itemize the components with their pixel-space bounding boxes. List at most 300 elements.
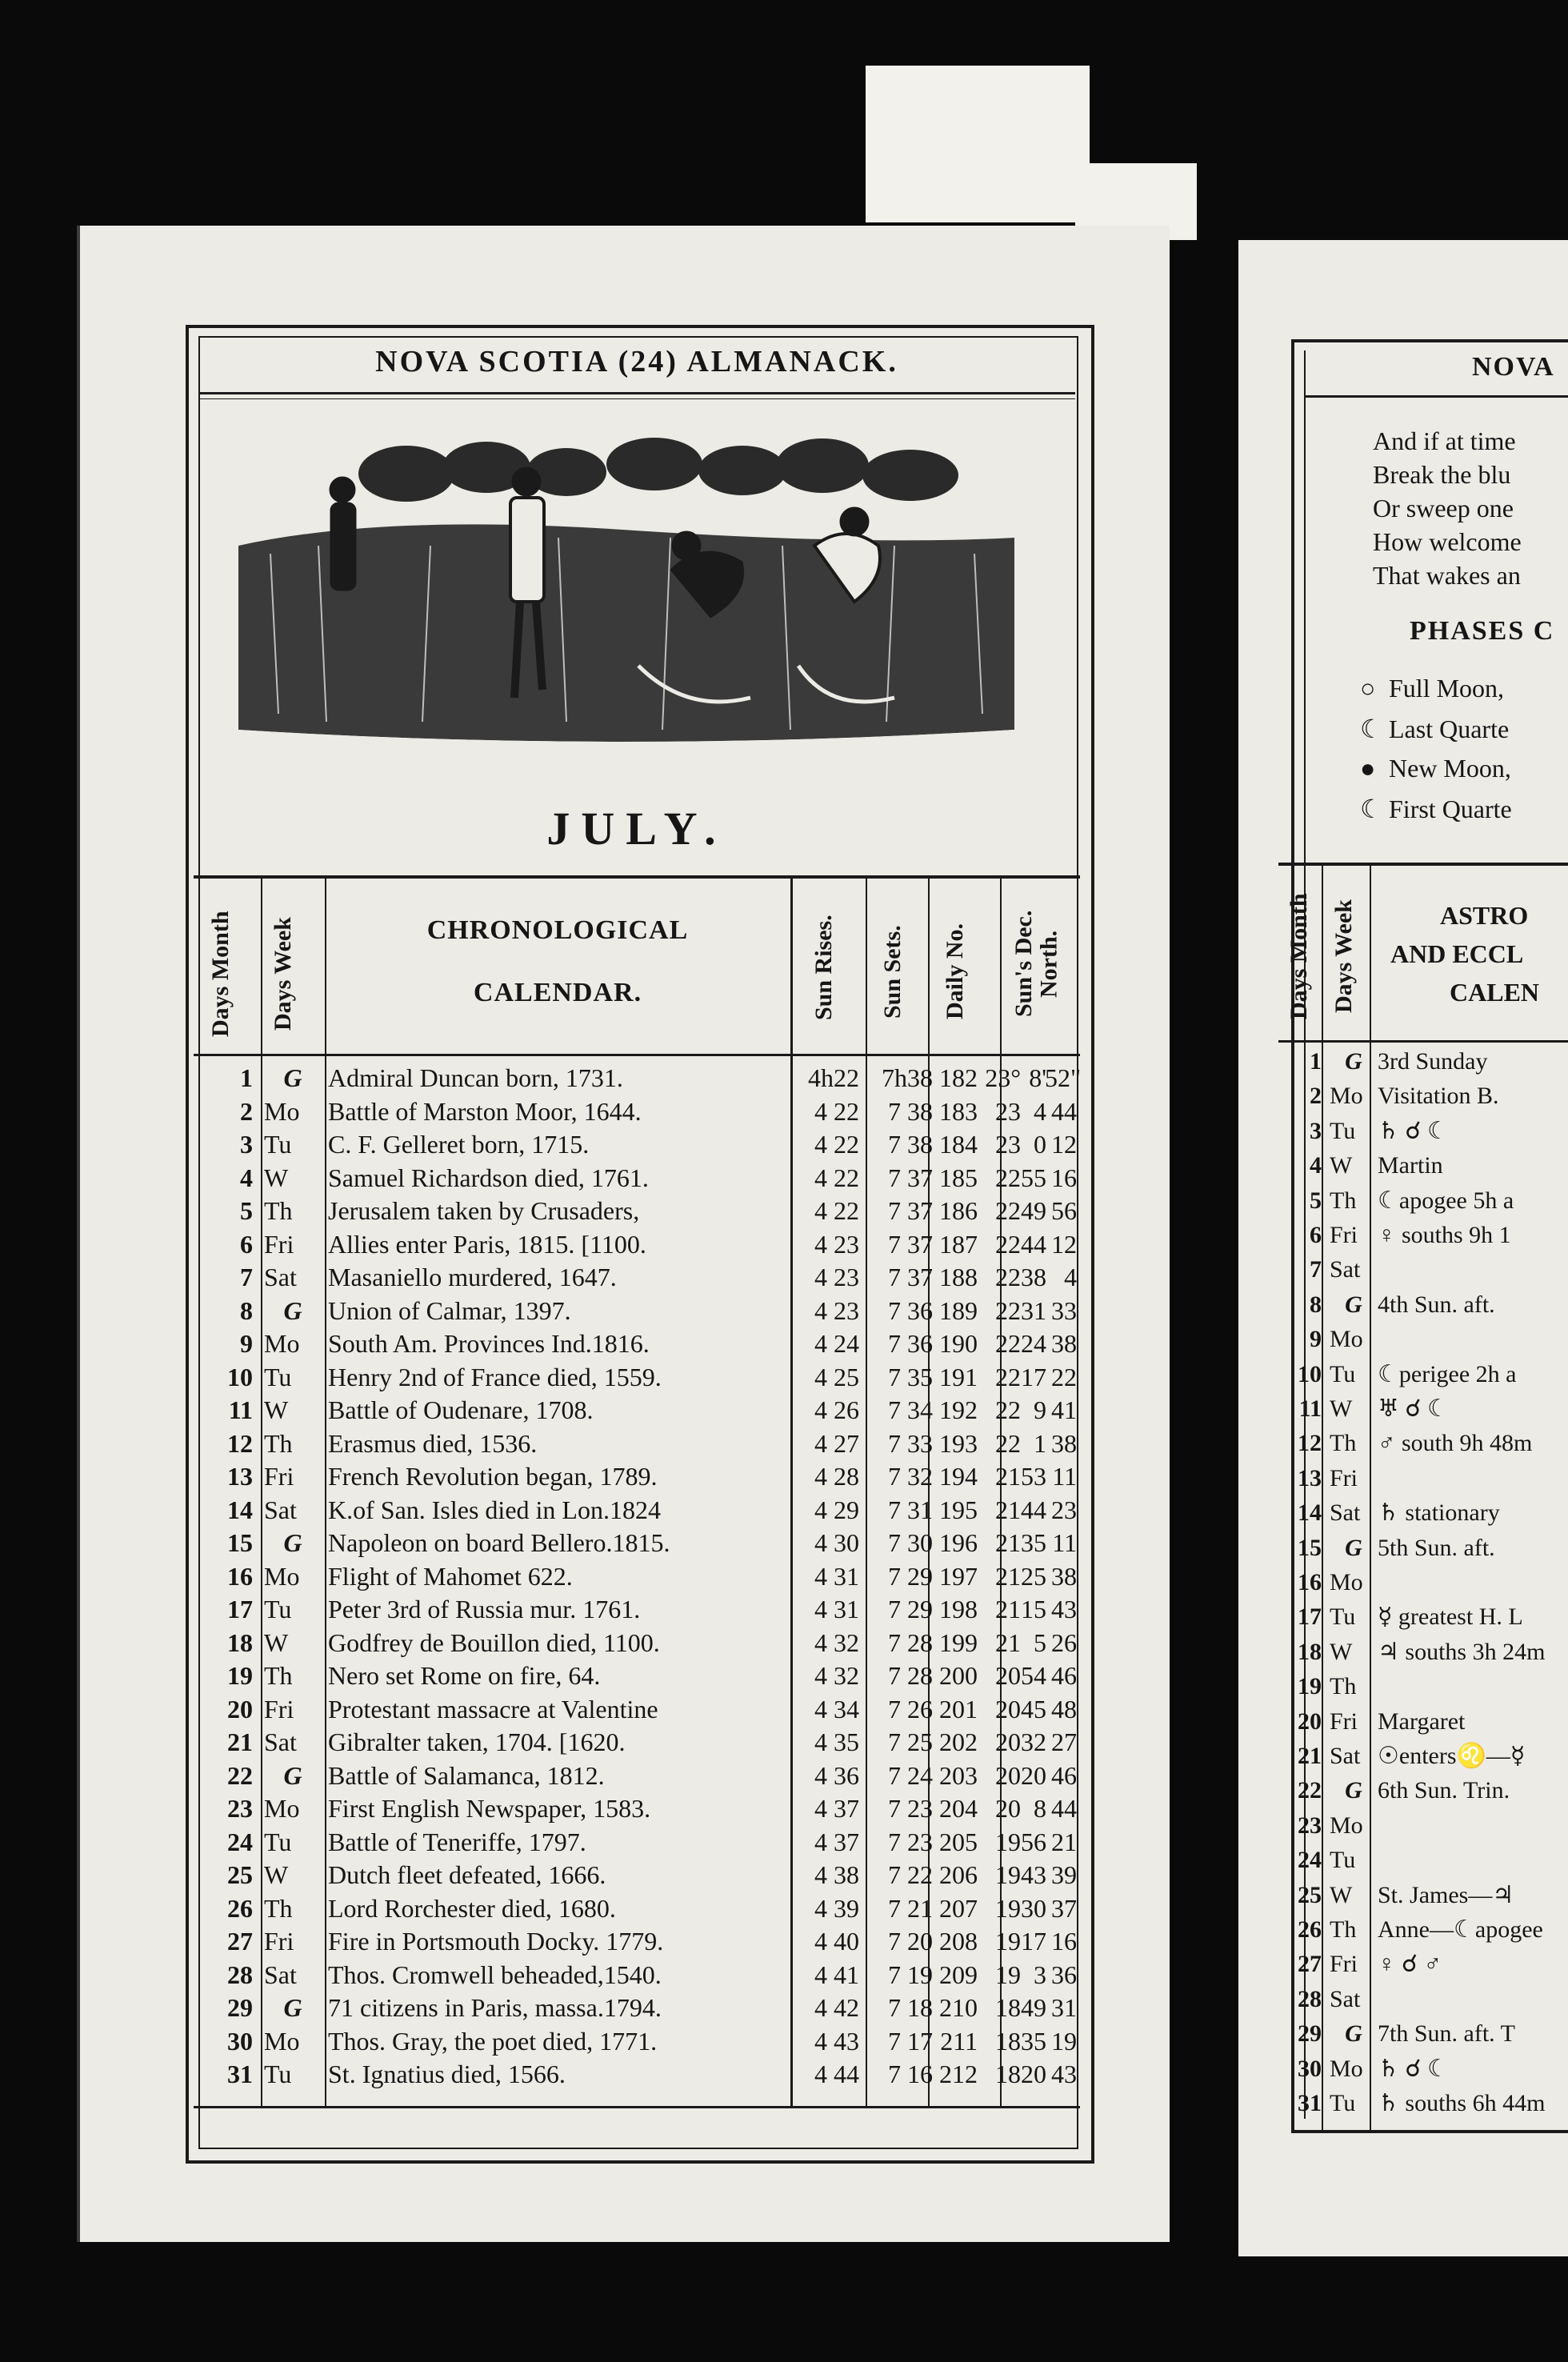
daily-number: 187 xyxy=(939,1229,978,1259)
astro-event-text: ♄ ☌ ☾ xyxy=(1378,2055,1449,2082)
astro-event-text: 3rd Sunday xyxy=(1378,1048,1488,1075)
sun-set-value: 7 37 xyxy=(888,1163,933,1192)
declination-degrees: 18 xyxy=(995,2026,1021,2056)
day-of-week: Th xyxy=(264,1893,293,1923)
declination-seconds: 46 xyxy=(1051,1760,1077,1790)
verse-line: Break the blu xyxy=(1373,460,1511,489)
table-bottom-rule xyxy=(194,2106,1080,2108)
header-rule xyxy=(198,398,1075,399)
day-of-week: Fri xyxy=(264,1462,294,1491)
sun-set-value: 7 23 xyxy=(888,1827,933,1856)
right-table-row xyxy=(1278,1566,1568,1599)
day-of-week: Sat xyxy=(264,1727,297,1756)
declination-minutes: 20 xyxy=(1021,2060,1046,2088)
daily-number: 190 xyxy=(939,1329,978,1358)
harvest-woodcut-illustration xyxy=(222,426,1030,778)
declination-minutes: 38 xyxy=(1021,1263,1046,1291)
sun-set-value: 7 30 xyxy=(888,1528,933,1557)
right-table-row xyxy=(1278,1462,1568,1495)
sun-rise-value: 4 27 xyxy=(814,1428,859,1458)
sun-set-value: 7 38 xyxy=(888,1096,933,1126)
sun-set-value: 7 28 xyxy=(888,1661,933,1690)
verse-line: Or sweep one xyxy=(1373,494,1514,522)
declination-degrees: 22 xyxy=(995,1196,1021,1225)
declination-degrees: 21 xyxy=(995,1627,1021,1657)
declination-minutes: 44 xyxy=(1021,1229,1046,1259)
declination-degrees: 21 xyxy=(995,1561,1021,1591)
event-text: Admiral Duncan born, 1731. xyxy=(328,1063,623,1092)
declination-minutes: 4 xyxy=(1034,1096,1046,1126)
table-row xyxy=(194,1095,1080,1128)
declination-minutes: 56 xyxy=(1021,1827,1046,1856)
astro-event-text: Martin xyxy=(1378,1152,1443,1179)
right-table-row xyxy=(1278,1288,1568,1322)
declination-seconds: 31 xyxy=(1051,1993,1077,2022)
day-of-week: Mo xyxy=(1330,1083,1363,1110)
sun-rise-value: 4 23 xyxy=(814,1263,859,1291)
declination-degrees: 21 xyxy=(995,1528,1021,1557)
day-of-week: Sat xyxy=(1330,1256,1361,1283)
declination-degrees: 22 xyxy=(995,1263,1021,1291)
sun-rise-value: 4 32 xyxy=(814,1627,859,1657)
declination-degrees: 22 xyxy=(995,1428,1021,1458)
declination-seconds: 37 xyxy=(1051,1893,1077,1923)
declination-seconds: 16 xyxy=(1051,1163,1077,1192)
month-title: JULY. xyxy=(546,803,727,855)
day-of-month: 29 xyxy=(227,1993,253,2022)
day-of-month: 13 xyxy=(1298,1464,1322,1491)
day-of-week: Sat xyxy=(264,1495,297,1524)
day-of-month: 31 xyxy=(227,2060,253,2088)
day-of-week: Sat xyxy=(264,1960,297,1989)
day-of-month: 27 xyxy=(1298,1951,1322,1978)
day-of-week: W xyxy=(1330,1638,1353,1665)
sun-set-value: 7 26 xyxy=(888,1694,933,1723)
sun-set-value: 7 34 xyxy=(888,1395,933,1424)
day-of-month: 9 xyxy=(240,1329,253,1358)
sun-set-value: 7 31 xyxy=(888,1495,933,1524)
day-of-month: 21 xyxy=(227,1727,253,1756)
event-text: Masaniello murdered, 1647. xyxy=(328,1263,617,1291)
declination-minutes: 49 xyxy=(1021,1993,1046,2022)
sun-set-value: 7 24 xyxy=(888,1760,933,1790)
table-row xyxy=(194,2057,1080,2091)
daily-number: 186 xyxy=(939,1196,978,1225)
table-row xyxy=(194,1559,1080,1593)
declination-minutes: 25 xyxy=(1021,1561,1046,1591)
daily-number: 199 xyxy=(939,1627,978,1657)
table-row xyxy=(194,1327,1080,1360)
declination-seconds: 11 xyxy=(1052,1528,1077,1557)
day-of-week: Mo xyxy=(264,1329,300,1358)
event-text: Samuel Richardson died, 1761. xyxy=(328,1163,649,1192)
astro-event-text: 4th Sun. aft. xyxy=(1378,1291,1495,1318)
verse-line: That wakes an xyxy=(1373,561,1521,590)
right-table-row xyxy=(1278,1358,1568,1391)
right-table-row xyxy=(1278,2017,1568,2051)
day-of-month: 10 xyxy=(1298,1360,1322,1387)
daily-number: 201 xyxy=(939,1694,978,1723)
day-of-week: G xyxy=(1345,2020,1362,2048)
table-row xyxy=(194,1626,1080,1659)
astro-event-text: ☉enters♌—☿ xyxy=(1378,1743,1526,1769)
day-of-month: 25 xyxy=(227,1860,253,1889)
day-of-week: G xyxy=(1345,1291,1362,1318)
astro-event-text: ♀ souths 9h 1 xyxy=(1378,1222,1511,1248)
table-row xyxy=(194,2024,1080,2058)
table-row xyxy=(194,1227,1080,1261)
phase-last-quarter xyxy=(1360,714,1509,744)
day-of-week: Mo xyxy=(1330,1569,1363,1595)
day-of-week: Fri xyxy=(264,1694,294,1723)
declination-minutes: 17 xyxy=(1021,1927,1046,1956)
sun-rise-value: 4 22 xyxy=(814,1163,859,1192)
day-of-month: 17 xyxy=(1298,1603,1322,1631)
day-of-week: Fri xyxy=(264,1229,294,1259)
event-text: Erasmus died, 1536. xyxy=(328,1428,538,1458)
header-sun-sets: Sun Sets. xyxy=(879,925,906,1019)
right-header-astro: ASTRO xyxy=(1440,901,1529,930)
left-page xyxy=(77,226,1170,2242)
sun-set-value: 7 37 xyxy=(888,1263,933,1291)
day-of-week: Tu xyxy=(264,1130,292,1159)
daily-number: 191 xyxy=(939,1362,978,1391)
sun-rise-value: 4 24 xyxy=(814,1329,859,1358)
declination-seconds: 56 xyxy=(1051,1196,1077,1225)
sun-set-value: 7 25 xyxy=(888,1727,933,1756)
phase-first-quarter xyxy=(1360,794,1512,824)
declination-minutes: 31 xyxy=(1021,1295,1046,1325)
day-of-month: 3 xyxy=(1310,1117,1322,1144)
declination-seconds: 23 xyxy=(1051,1495,1077,1524)
day-of-month: 14 xyxy=(227,1495,253,1524)
daily-number: 203 xyxy=(939,1760,978,1790)
declination-degrees: 20 xyxy=(995,1727,1021,1756)
daily-number: 198 xyxy=(939,1595,978,1623)
sun-rise-value: 4 36 xyxy=(814,1760,859,1790)
sun-set-value: 7 23 xyxy=(888,1794,933,1823)
day-of-week: Th xyxy=(1330,1187,1357,1214)
sun-set-value: 7 37 xyxy=(888,1229,933,1259)
right-table-row xyxy=(1278,1983,1568,2016)
declination-degrees: 22 xyxy=(995,1229,1021,1259)
day-of-week: Th xyxy=(1330,1673,1357,1700)
day-of-week: Sat xyxy=(264,1263,297,1291)
right-table-row xyxy=(1278,2087,1568,2120)
daily-number: 202 xyxy=(939,1727,978,1756)
sun-rise-value: 4 29 xyxy=(814,1495,859,1524)
table-top-rule xyxy=(194,875,1080,879)
right-table-row xyxy=(1278,1705,1568,1739)
day-of-month: 17 xyxy=(227,1595,253,1623)
full-moon-icon: ○ xyxy=(1360,674,1376,703)
declination-minutes: 24 xyxy=(1021,1329,1046,1358)
declination-degrees: 21 xyxy=(995,1462,1021,1491)
declination-seconds: 22 xyxy=(1051,1362,1077,1391)
astro-event-text: ♃ souths 3h 24m xyxy=(1378,1638,1546,1665)
event-text: 71 citizens in Paris, massa.1794. xyxy=(328,1993,662,2022)
day-of-week: W xyxy=(264,1627,289,1657)
day-of-month: 21 xyxy=(1298,1743,1322,1769)
day-of-week: W xyxy=(1330,1395,1353,1422)
declination-degrees: 23 xyxy=(995,1096,1021,1126)
astro-event-text: 7th Sun. aft. T xyxy=(1378,2020,1515,2048)
table-row xyxy=(194,1061,1080,1095)
event-text: St. Ignatius died, 1566. xyxy=(328,2060,566,2088)
daily-number: 211 xyxy=(940,2026,978,2056)
day-of-week: Mo xyxy=(1330,1812,1363,1839)
event-text: Fire in Portsmouth Docky. 1779. xyxy=(328,1927,664,1956)
crescent-moon-icon: ☾ xyxy=(1360,715,1383,743)
daily-number: 196 xyxy=(939,1528,978,1557)
astro-event-text: 6th Sun. Trin. xyxy=(1378,1777,1510,1804)
right-table-row xyxy=(1278,1844,1568,1877)
right-table-row xyxy=(1278,1079,1568,1113)
sun-set-value: 7 21 xyxy=(888,1893,933,1923)
day-of-month: 12 xyxy=(227,1428,253,1458)
declination-degrees: 20 xyxy=(995,1760,1021,1790)
declination-seconds: 21 xyxy=(1051,1827,1077,1856)
right-table-row xyxy=(1278,1948,1568,1981)
astro-event-text: Visitation B. xyxy=(1378,1083,1499,1110)
day-of-month: 15 xyxy=(227,1528,253,1557)
daily-number: 205 xyxy=(939,1827,978,1856)
phase-new-moon xyxy=(1360,754,1511,783)
sun-set-value: 7 33 xyxy=(888,1428,933,1458)
sun-set-value: 7 38 xyxy=(888,1130,933,1159)
day-of-week: Tu xyxy=(264,1595,292,1623)
declination-degrees: 21 xyxy=(995,1595,1021,1623)
day-of-month: 2 xyxy=(240,1096,253,1126)
astro-event-text: ♄ souths 6h 44m xyxy=(1378,2090,1546,2116)
sun-set-value: 7 29 xyxy=(888,1561,933,1591)
declination-minutes: 5 xyxy=(1034,1627,1046,1657)
event-text: Battle of Oudenare, 1708. xyxy=(328,1395,594,1424)
sun-set-value: 7 36 xyxy=(888,1295,933,1325)
sun-rise-value: 4 22 xyxy=(814,1130,859,1159)
declination-degrees: 19 xyxy=(995,1927,1021,1956)
sun-set-value: 7h38 xyxy=(882,1063,933,1092)
day-of-week: G xyxy=(283,1993,302,2022)
day-of-month: 18 xyxy=(1298,1638,1322,1665)
astro-event-text: ♅ ☌ ☾ xyxy=(1378,1395,1449,1422)
declination-minutes: 53 xyxy=(1021,1462,1046,1491)
declination-seconds: 26 xyxy=(1051,1627,1077,1657)
day-of-week: Tu xyxy=(1330,2090,1356,2116)
day-of-month: 8 xyxy=(1310,1291,1322,1318)
right-table-row xyxy=(1278,1115,1568,1148)
sun-rise-value: 4 22 xyxy=(814,1196,859,1225)
sun-set-value: 7 35 xyxy=(888,1362,933,1391)
daily-number: 195 xyxy=(939,1495,978,1524)
table-row xyxy=(194,1459,1080,1493)
right-header-eccl: AND ECCL xyxy=(1390,939,1524,968)
day-of-week: Sat xyxy=(1330,1499,1361,1527)
declination-minutes: 20 xyxy=(1021,1760,1046,1790)
day-of-month: 5 xyxy=(1310,1187,1322,1214)
day-of-month: 26 xyxy=(227,1893,253,1923)
day-of-month: 25 xyxy=(1298,1881,1322,1908)
event-text: Peter 3rd of Russia mur. 1761. xyxy=(328,1595,641,1623)
sun-set-value: 7 29 xyxy=(888,1595,933,1623)
day-of-week: Tu xyxy=(1330,1603,1356,1631)
declination-minutes: 35 xyxy=(1021,2026,1046,2056)
right-page-title: NOVA xyxy=(1472,352,1555,382)
day-of-month: 5 xyxy=(240,1196,253,1225)
day-of-week: W xyxy=(264,1163,289,1192)
sun-set-value: 7 20 xyxy=(888,1927,933,1956)
verse-line: How welcome xyxy=(1373,527,1522,556)
astro-event-text: ♂ south 9h 48m xyxy=(1378,1430,1533,1457)
event-text: Jerusalem taken by Crusaders, xyxy=(328,1196,640,1225)
day-of-month: 24 xyxy=(1298,1847,1322,1874)
day-of-week: G xyxy=(1345,1048,1362,1075)
day-of-week: Th xyxy=(1330,1916,1357,1943)
table-row xyxy=(194,1759,1080,1792)
day-of-month: 15 xyxy=(1298,1534,1322,1561)
day-of-week: G xyxy=(283,1760,302,1790)
sun-set-value: 7 16 xyxy=(888,2060,933,2088)
day-of-month: 4 xyxy=(1310,1152,1322,1179)
declination-minutes: 32 xyxy=(1021,1727,1046,1756)
header-days-week: Days Week xyxy=(270,917,296,1031)
event-text: Battle of Teneriffe, 1797. xyxy=(328,1827,586,1856)
declination-degrees: 19 xyxy=(995,1827,1021,1856)
right-header-calendar: CALEN xyxy=(1450,978,1540,1007)
declination-degrees: 19 xyxy=(995,1893,1021,1923)
declination-seconds: 33 xyxy=(1051,1295,1077,1325)
day-of-week: Mo xyxy=(264,2026,300,2056)
declination-minutes: 44 xyxy=(1021,1495,1046,1524)
sun-rise-value: 4 30 xyxy=(814,1528,859,1557)
declination-degrees: 21 xyxy=(995,1495,1021,1524)
astro-event-text: ☾apogee 5h a xyxy=(1378,1187,1514,1214)
day-of-month: 23 xyxy=(1298,1812,1322,1839)
event-text: Thos. Gray, the poet died, 1771. xyxy=(328,2026,658,2056)
day-of-month: 30 xyxy=(227,2026,253,2056)
table-row xyxy=(194,1592,1080,1626)
declination-seconds: 43 xyxy=(1051,1595,1077,1623)
declination-seconds: 48 xyxy=(1051,1694,1077,1723)
sun-rise-value: 4 43 xyxy=(814,2026,859,2056)
day-of-week: Th xyxy=(264,1661,293,1690)
day-of-week: Mo xyxy=(264,1561,300,1591)
declination-minutes: 45 xyxy=(1021,1694,1046,1723)
phase-label: First Quarte xyxy=(1389,795,1512,823)
declination-minutes: 8 xyxy=(1034,1794,1046,1823)
day-of-week: G xyxy=(283,1063,302,1092)
daily-number: 182 xyxy=(939,1063,978,1092)
sun-set-value: 7 22 xyxy=(888,1860,933,1889)
declination-minutes: 9 xyxy=(1034,1395,1046,1424)
day-of-month: 11 xyxy=(228,1395,253,1424)
right-table-row xyxy=(1278,1045,1568,1079)
daily-number: 200 xyxy=(939,1661,978,1690)
right-table-row xyxy=(1278,1149,1568,1183)
daily-number: 184 xyxy=(939,1130,978,1159)
day-of-month: 10 xyxy=(227,1362,253,1391)
day-of-month: 6 xyxy=(240,1229,253,1259)
day-of-month: 13 xyxy=(227,1462,253,1491)
right-table-row xyxy=(1278,1184,1568,1218)
declination-minutes: 43 xyxy=(1021,1860,1046,1889)
day-of-week: Tu xyxy=(1330,1117,1356,1144)
daily-number: 193 xyxy=(939,1428,978,1458)
right-header-days-month: Days Month xyxy=(1286,893,1312,1019)
event-text: Lord Rorchester died, 1680. xyxy=(328,1893,616,1923)
sun-rise-value: 4 34 xyxy=(814,1694,859,1723)
declination-degrees: 22 xyxy=(995,1295,1021,1325)
declination-seconds: 36 xyxy=(1051,1960,1077,1989)
event-text: French Revolution began, 1789. xyxy=(328,1462,658,1491)
right-page-frame xyxy=(1293,339,1568,342)
daily-number: 210 xyxy=(939,1993,978,2022)
event-text: First English Newspaper, 1583. xyxy=(328,1794,651,1823)
day-of-month: 8 xyxy=(240,1295,253,1325)
new-moon-icon: ● xyxy=(1360,754,1376,783)
table-row xyxy=(194,1924,1080,1958)
sun-set-value: 7 19 xyxy=(888,1960,933,1989)
event-text: Allies enter Paris, 1815. [1100. xyxy=(328,1229,646,1259)
right-table-row xyxy=(1278,1219,1568,1252)
right-page-frame xyxy=(1291,2130,1568,2133)
sun-set-value: 7 36 xyxy=(888,1329,933,1358)
astro-event-text: St. James—♃ xyxy=(1378,1881,1514,1908)
right-table-row xyxy=(1278,1253,1568,1287)
event-text: C. F. Gelleret born, 1715. xyxy=(328,1130,590,1159)
sun-rise-value: 4 23 xyxy=(814,1295,859,1325)
table-row xyxy=(194,1991,1080,2024)
daily-number: 204 xyxy=(939,1794,978,1823)
declination-seconds: 12 xyxy=(1051,1130,1077,1159)
day-of-month: 22 xyxy=(1298,1777,1322,1804)
daily-number: 206 xyxy=(939,1860,978,1889)
event-text: Battle of Marston Moor, 1644. xyxy=(328,1096,642,1126)
declination-seconds: 12 xyxy=(1051,1229,1077,1259)
declination-seconds: 38 xyxy=(1051,1329,1077,1358)
day-of-week: Th xyxy=(1330,1430,1357,1457)
day-of-month: 18 xyxy=(227,1627,253,1657)
sun-rise-value: 4 31 xyxy=(814,1561,859,1591)
table-row xyxy=(194,1725,1080,1759)
event-text: Godfrey de Bouillon died, 1100. xyxy=(328,1627,660,1657)
right-table-row xyxy=(1278,1635,1568,1669)
day-of-week: Mo xyxy=(1330,2055,1363,2082)
declination-seconds: 44 xyxy=(1051,1794,1077,1823)
table-row xyxy=(194,1792,1080,1825)
daily-number: 209 xyxy=(939,1960,978,1989)
day-of-week: Fri xyxy=(1330,1951,1358,1978)
right-table-row xyxy=(1278,1427,1568,1460)
sun-rise-value: 4 37 xyxy=(814,1827,859,1856)
right-table-row xyxy=(1278,1323,1568,1356)
declination-minutes: 8' xyxy=(1029,1063,1046,1092)
day-of-month: 29 xyxy=(1298,2020,1322,2048)
declination-degrees: 23° xyxy=(985,1063,1021,1092)
event-text: Nero set Rome on fire, 64. xyxy=(328,1661,601,1690)
event-text: Flight of Mahomet 622. xyxy=(328,1561,573,1591)
declination-degrees: 22 xyxy=(995,1329,1021,1358)
sun-set-value: 7 37 xyxy=(888,1196,933,1225)
sun-set-value: 7 32 xyxy=(888,1462,933,1491)
header-chronological: CHRONOLOGICAL xyxy=(426,915,689,945)
declination-degrees: 18 xyxy=(995,2060,1021,2088)
event-text: Protestant massacre at Valentine xyxy=(328,1694,658,1723)
table-row xyxy=(194,1958,1080,1992)
declination-degrees: 22 xyxy=(995,1362,1021,1391)
day-of-month: 28 xyxy=(227,1960,253,1989)
header-rule xyxy=(198,392,1075,394)
